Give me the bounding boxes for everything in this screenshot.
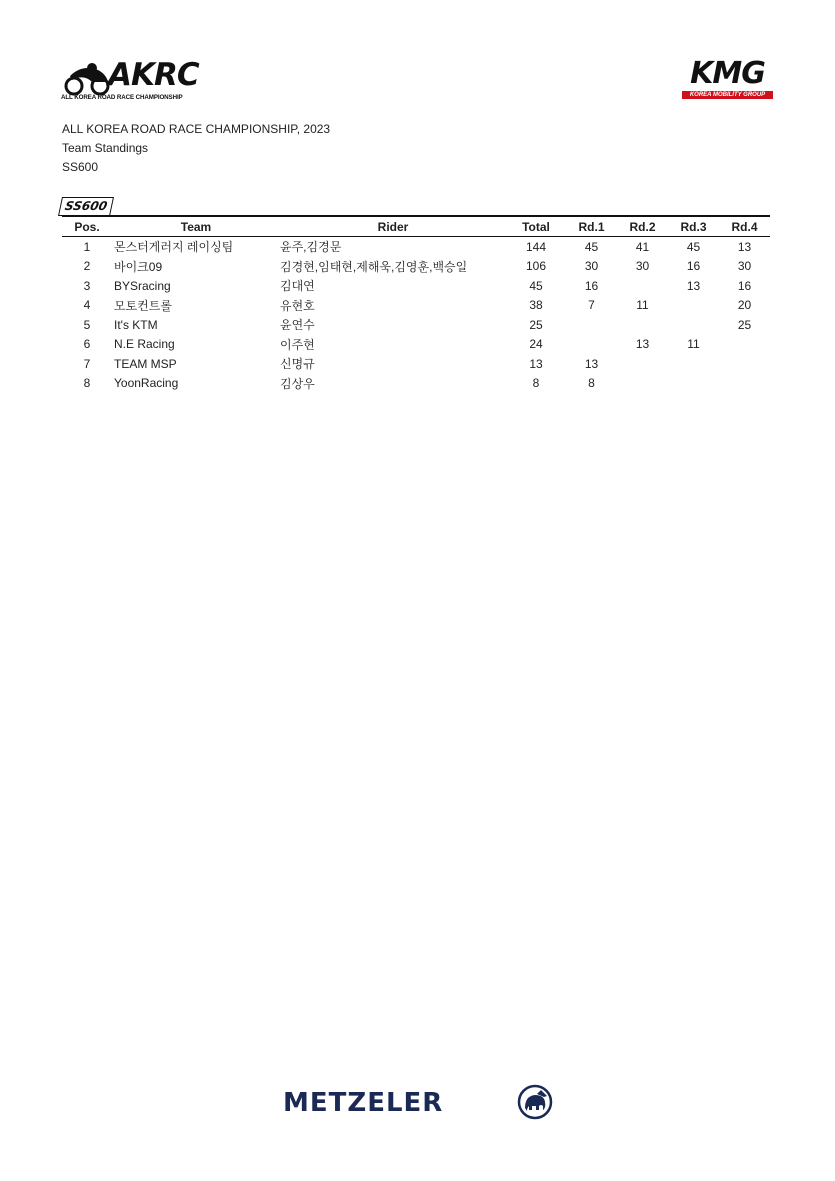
- cell-rd3: [668, 374, 719, 394]
- cell-rd4: 20: [737, 298, 752, 313]
- table-row: [62, 276, 770, 296]
- cell-rd3: [668, 315, 719, 335]
- cell-total: 25: [529, 317, 543, 332]
- column-header-rider: Rider: [280, 216, 506, 237]
- table-row: [62, 257, 770, 277]
- cell-total: 106: [525, 259, 547, 274]
- cell-rd2: [617, 315, 668, 335]
- cell-pos: 1: [83, 239, 91, 254]
- column-header-rd3: Rd.3: [668, 216, 719, 237]
- cell-rider: 김경현,임태현,제해욱,김영훈,백승일: [280, 259, 468, 274]
- standings-table: [62, 215, 770, 393]
- table-row: [62, 296, 770, 316]
- column-header-rd1: Rd.1: [566, 216, 617, 237]
- cell-rd1: [566, 335, 617, 355]
- cell-rd4: [719, 354, 770, 374]
- column-header-team: Team: [112, 216, 280, 237]
- cell-team: BYSracing: [114, 278, 171, 293]
- cell-rider: 신명규: [280, 357, 315, 372]
- cell-rider: 유현호: [280, 298, 315, 313]
- cell-rd3: [668, 296, 719, 316]
- cell-team: YoonRacing: [114, 376, 179, 391]
- cell-pos: 2: [83, 259, 91, 274]
- cell-rider: 김대연: [280, 279, 315, 294]
- cell-total: 38: [529, 298, 543, 313]
- table-row: [62, 335, 770, 355]
- table-row: [62, 354, 770, 374]
- table-row: [62, 315, 770, 335]
- cell-rd1: 16: [584, 278, 599, 293]
- cell-rd2: [617, 354, 668, 374]
- cell-rd1: 13: [584, 356, 599, 371]
- cell-team: It's KTM: [114, 317, 158, 332]
- column-header-pos: Pos.: [62, 216, 112, 237]
- cell-total: 24: [529, 337, 543, 352]
- cell-rd4: 13: [737, 239, 752, 254]
- standings-type: Team Standings: [62, 141, 149, 155]
- cell-total: 144: [525, 239, 547, 254]
- championship-title: ALL KOREA ROAD RACE CHAMPIONSHIP, 2023: [62, 122, 331, 136]
- kmg-logo-subtitle: KOREA MOBILITY GROUP: [682, 91, 773, 99]
- class-name: SS600: [62, 160, 99, 174]
- cell-rd3: 45: [686, 239, 701, 254]
- motorcycle-rider-icon: [62, 62, 112, 96]
- cell-rd1: [566, 315, 617, 335]
- elephant-icon: [517, 1084, 553, 1120]
- cell-rd1: 8: [588, 376, 595, 391]
- cell-team: TEAM MSP: [114, 356, 177, 371]
- table-row: [62, 237, 770, 257]
- column-header-rd2: Rd.2: [617, 216, 668, 237]
- cell-rd2: 41: [635, 239, 650, 254]
- cell-rd4: [719, 335, 770, 355]
- cell-rd4: 16: [737, 278, 752, 293]
- cell-pos: 3: [83, 278, 91, 293]
- cell-rd1: 7: [588, 298, 595, 313]
- column-header-rd4: Rd.4: [719, 216, 770, 237]
- cell-total: 13: [529, 356, 543, 371]
- cell-rd3: [668, 354, 719, 374]
- cell-team: 모토컨트롤: [114, 298, 172, 313]
- cell-pos: 7: [83, 356, 91, 371]
- cell-pos: 4: [83, 298, 91, 313]
- cell-rider: 윤연수: [280, 318, 315, 333]
- cell-total: 45: [529, 278, 543, 293]
- cell-pos: 8: [83, 376, 91, 391]
- cell-rider: 김상우: [280, 376, 315, 391]
- cell-rider: 윤주,김경문: [280, 240, 342, 255]
- cell-rd4: 25: [737, 317, 752, 332]
- akrc-logo: [60, 57, 200, 104]
- cell-rd3: 13: [686, 278, 701, 293]
- akrc-logo-subtitle: ALL KOREA ROAD RACE CHAMPIONSHIP: [61, 94, 183, 101]
- cell-rd4: [719, 374, 770, 394]
- table-header-row: [62, 216, 770, 237]
- cell-rd3: 11: [687, 337, 700, 352]
- cell-total: 8: [532, 376, 540, 391]
- cell-rider: 이주현: [280, 337, 315, 352]
- kmg-logo: [680, 56, 775, 102]
- cell-team: 바이크09: [114, 259, 163, 274]
- cell-rd2: 11: [636, 298, 649, 313]
- cell-rd2: [617, 374, 668, 394]
- cell-rd3: 16: [686, 259, 701, 274]
- cell-rd4: 30: [737, 259, 752, 274]
- cell-rd1: 30: [584, 259, 599, 274]
- akrc-logo-mark: AKRC: [108, 57, 199, 93]
- table-row: [62, 374, 770, 394]
- class-badge: SS600: [58, 197, 114, 216]
- metzeler-logo-mark: METZELER: [283, 1088, 444, 1118]
- column-header-total: Total: [506, 216, 566, 237]
- cell-rd2: 30: [635, 259, 650, 274]
- cell-rd1: 45: [584, 239, 599, 254]
- metzeler-logo: [283, 1084, 555, 1124]
- cell-rd2: [617, 276, 668, 296]
- kmg-logo-mark: KMG: [690, 56, 765, 91]
- cell-team: 몬스터게러지 레이싱팀: [114, 240, 234, 255]
- cell-pos: 5: [83, 317, 91, 332]
- cell-team: N.E Racing: [114, 337, 175, 352]
- cell-pos: 6: [83, 337, 91, 352]
- cell-rd2: 13: [635, 337, 650, 352]
